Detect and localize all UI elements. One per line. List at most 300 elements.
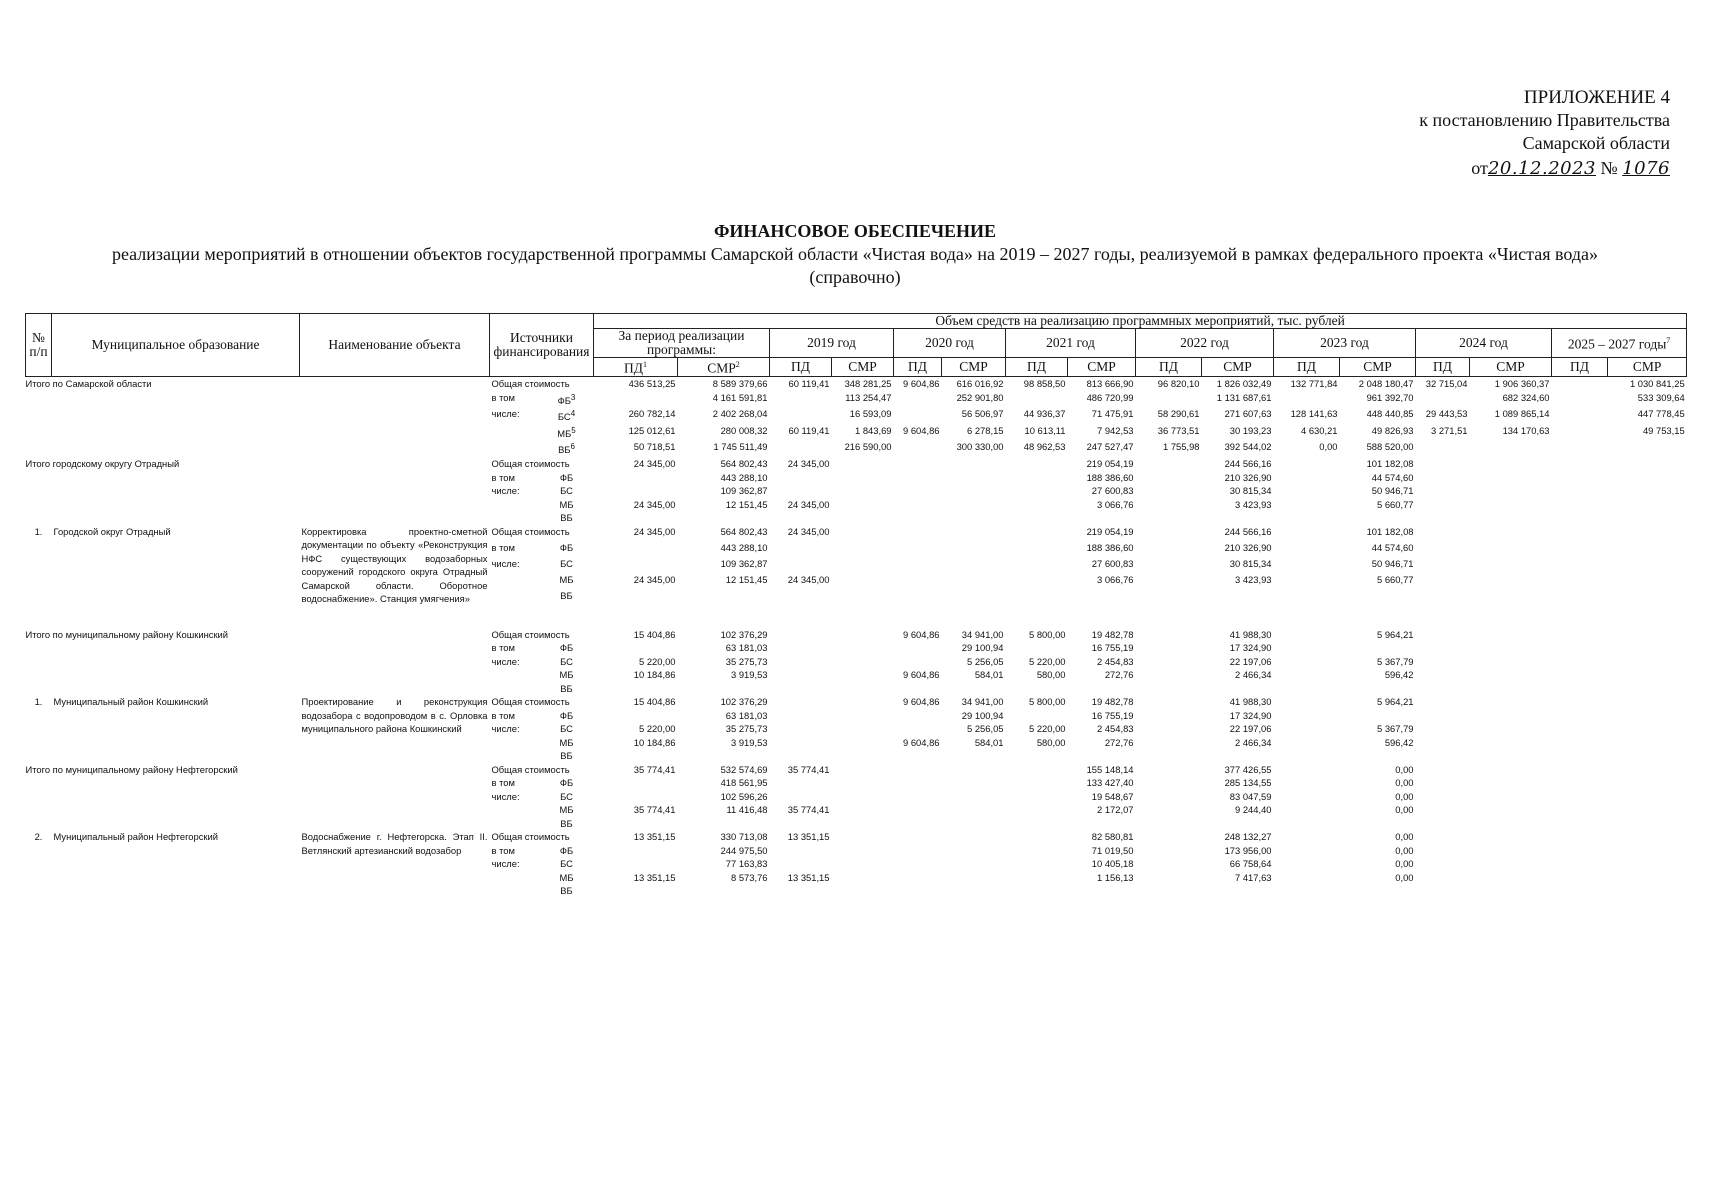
value-cell <box>1470 641 1552 655</box>
source-code <box>540 498 594 512</box>
source-incl-label <box>490 871 540 885</box>
value-cell <box>832 871 894 885</box>
value-cell: 392 544,02 <box>1224 441 1272 453</box>
value-cell: 8 573,76 <box>731 871 768 883</box>
source-code <box>540 736 594 750</box>
header-2023: 2023 год <box>1274 329 1416 358</box>
value-cell <box>1416 391 1470 408</box>
document-heading <box>0 220 1710 289</box>
value-cell <box>1416 844 1470 858</box>
value-cell <box>894 844 942 858</box>
value-cell <box>832 589 894 605</box>
value-cell: 244 975,50 <box>720 844 768 856</box>
value-cell <box>1470 511 1552 525</box>
value-cell <box>1006 484 1068 498</box>
source-code <box>540 817 594 831</box>
value-cell <box>678 884 770 898</box>
value-cell <box>1470 557 1552 573</box>
value-cell: 216 590,00 <box>844 441 892 453</box>
source-code <box>540 471 594 485</box>
value-cell: 50 718,51 <box>633 441 676 453</box>
value-cell: 9 604,86 <box>903 628 940 640</box>
source-code <box>540 709 594 723</box>
document-title: ФИНАНСОВОЕ ОБЕСПЕЧЕНИЕ <box>713 221 997 241</box>
value-cell <box>1416 440 1470 457</box>
value-cell <box>942 790 1006 804</box>
value-cell <box>1552 440 1608 457</box>
source-incl-label: числе: <box>491 485 520 496</box>
value-cell <box>770 541 832 557</box>
source-code-text: ВБ <box>560 512 573 523</box>
value-cell: 5 660,77 <box>1377 574 1414 586</box>
value-cell: 22 197,06 <box>1229 723 1272 734</box>
value-cell: 44 574,60 <box>1371 541 1414 553</box>
value-cell: 29 100,94 <box>961 709 1004 721</box>
value-cell: 34 941,00 <box>961 696 1004 707</box>
value-cell <box>1608 844 1687 858</box>
value-cell <box>1470 589 1552 605</box>
value-cell <box>1470 857 1552 871</box>
value-cell: 280 008,32 <box>720 424 768 436</box>
value-cell: 1 755,98 <box>1163 441 1200 453</box>
value-cell: 58 290,61 <box>1157 408 1200 420</box>
value-cell <box>1608 776 1687 790</box>
value-cell <box>1006 498 1068 512</box>
value-cell <box>1274 817 1340 831</box>
value-cell <box>894 871 942 885</box>
value-cell: 377 426,55 <box>1224 763 1272 775</box>
value-cell: 580,00 <box>1036 736 1066 748</box>
value-cell <box>594 557 678 573</box>
appendix-block <box>1419 86 1670 180</box>
value-cell <box>594 857 678 871</box>
value-cell: 12 151,45 <box>725 498 768 510</box>
value-cell <box>1136 525 1202 541</box>
value-cell: 132 771,84 <box>1290 378 1338 389</box>
value-cell <box>942 776 1006 790</box>
value-cell: 418 561,95 <box>720 777 768 788</box>
document-subtitle: реализации мероприятий в отношении объектов государственной программы Самарской области «Чистая вода» на 2019 – 2027 годы, реализуемой в рамках федерального проекта «Чистая вода» <box>111 244 1599 264</box>
value-cell: 41 988,30 <box>1229 696 1272 707</box>
value-cell: 0,00 <box>1395 777 1414 788</box>
group-total-label: Итого городскому округу Отрадный <box>25 458 180 469</box>
value-cell <box>1470 682 1552 696</box>
value-cell <box>894 457 942 471</box>
value-cell <box>1608 722 1687 736</box>
value-cell: 63 181,03 <box>725 709 768 721</box>
value-cell: 300 330,00 <box>956 441 1004 453</box>
value-cell <box>832 884 894 898</box>
value-cell <box>1470 440 1552 457</box>
value-cell <box>942 682 1006 696</box>
value-cell <box>1608 628 1687 642</box>
value-cell <box>1202 817 1274 831</box>
header-pd: ПД <box>1416 358 1470 377</box>
table-row <box>26 471 1687 485</box>
value-cell <box>1340 884 1416 898</box>
value-cell <box>1552 641 1608 655</box>
value-cell <box>1416 763 1470 777</box>
source-code-text: БС <box>560 557 573 569</box>
value-cell: 2 466,34 <box>1235 669 1272 680</box>
value-cell: 260 782,14 <box>628 408 676 420</box>
source-code-text: БС <box>557 411 571 423</box>
value-cell: 5 367,79 <box>1377 723 1414 734</box>
value-cell: 252 901,80 <box>956 391 1004 403</box>
value-cell <box>1416 668 1470 682</box>
value-cell: 532 574,69 <box>720 763 768 775</box>
value-cell <box>1552 857 1608 871</box>
value-cell <box>1552 749 1608 763</box>
source-code <box>540 682 594 696</box>
header-2024: 2024 год <box>1416 329 1552 358</box>
value-cell <box>1136 776 1202 790</box>
value-cell: 49 753,15 <box>1642 424 1685 436</box>
value-cell: 35 774,41 <box>633 763 676 775</box>
value-cell <box>1274 484 1340 498</box>
value-cell: 5 256,05 <box>967 723 1004 734</box>
value-cell <box>1608 817 1687 831</box>
value-cell <box>594 776 678 790</box>
value-cell <box>832 709 894 723</box>
value-cell <box>1006 803 1068 817</box>
appendix-line-2: Самарской области <box>1522 133 1670 153</box>
value-cell: 12 151,45 <box>725 574 768 586</box>
value-cell <box>1552 668 1608 682</box>
value-cell <box>894 830 942 844</box>
value-cell <box>1274 830 1340 844</box>
value-cell <box>1416 471 1470 485</box>
value-cell: 11 416,48 <box>726 804 768 815</box>
value-cell <box>1552 377 1608 391</box>
value-cell <box>1136 573 1202 589</box>
value-cell <box>770 628 832 642</box>
value-cell: 155 148,14 <box>1086 763 1134 775</box>
source-code <box>540 407 594 424</box>
value-cell <box>1470 776 1552 790</box>
value-cell: 44 574,60 <box>1371 471 1414 483</box>
value-cell <box>770 557 832 573</box>
value-cell: 1 156,13 <box>1097 871 1134 883</box>
value-cell <box>1136 498 1202 512</box>
appendix-line-1: к постановлению Правительства <box>1419 110 1670 130</box>
row-number: 1. <box>34 696 43 707</box>
value-cell: 616 016,92 <box>956 378 1004 389</box>
table-row <box>26 628 1687 642</box>
source-code <box>540 589 594 605</box>
value-cell <box>1006 844 1068 858</box>
value-cell <box>1274 736 1340 750</box>
source-code-text: ВБ <box>560 590 573 602</box>
source-code <box>540 803 594 817</box>
source-incl-label: в том <box>491 541 515 553</box>
value-cell <box>1274 471 1340 485</box>
value-cell: 5 964,21 <box>1377 628 1414 640</box>
object-name <box>300 763 490 831</box>
value-cell <box>770 776 832 790</box>
value-cell <box>1608 749 1687 763</box>
value-cell <box>770 857 832 871</box>
value-cell: 19 482,78 <box>1091 628 1134 640</box>
value-cell <box>1274 557 1340 573</box>
value-cell <box>1416 871 1470 885</box>
source-code-text: ФБ <box>559 541 574 553</box>
value-cell <box>1274 628 1340 642</box>
value-cell: 5 800,00 <box>1029 696 1066 707</box>
appendix-date-line <box>1471 157 1670 180</box>
value-cell <box>1470 790 1552 804</box>
value-cell: 9 604,86 <box>903 378 940 389</box>
value-cell: 210 326,90 <box>1224 471 1272 483</box>
value-cell <box>832 557 894 573</box>
value-cell <box>942 511 1006 525</box>
value-cell <box>1470 457 1552 471</box>
value-cell <box>894 525 942 541</box>
value-cell <box>1608 695 1687 709</box>
value-cell <box>1552 471 1608 485</box>
value-cell <box>942 844 1006 858</box>
value-cell <box>832 668 894 682</box>
table-row <box>26 655 1687 669</box>
value-cell: 5 367,79 <box>1377 655 1414 667</box>
value-cell <box>1552 424 1608 441</box>
value-cell <box>1006 682 1068 696</box>
value-cell <box>1470 709 1552 723</box>
header-2025-2027 <box>1552 329 1687 358</box>
value-cell <box>1470 884 1552 898</box>
smr-sup: 2 <box>735 360 740 370</box>
value-cell: 3 919,53 <box>731 736 768 748</box>
value-cell: 247 527,47 <box>1086 441 1134 453</box>
header-2025-label: 2025 – 2027 годы <box>1567 336 1667 352</box>
value-cell: 3 919,53 <box>731 669 768 680</box>
value-cell <box>1552 695 1608 709</box>
value-cell: 133 427,40 <box>1086 777 1134 788</box>
value-cell <box>594 589 678 605</box>
value-cell: 56 506,97 <box>961 408 1004 420</box>
value-cell <box>594 511 678 525</box>
value-cell <box>1552 722 1608 736</box>
table-row <box>26 641 1687 655</box>
value-cell <box>1470 722 1552 736</box>
source-code <box>540 541 594 557</box>
value-cell: 10 613,11 <box>1024 424 1066 436</box>
financing-table <box>25 313 1687 898</box>
source-code <box>540 391 594 408</box>
value-cell <box>1552 763 1608 777</box>
value-cell <box>770 884 832 898</box>
value-cell <box>1068 589 1136 605</box>
value-cell <box>1136 736 1202 750</box>
source-incl-label <box>490 736 540 750</box>
value-cell <box>832 722 894 736</box>
value-cell <box>942 573 1006 589</box>
source-code-text: МБ <box>559 669 574 680</box>
value-cell <box>1608 790 1687 804</box>
value-cell: 580,00 <box>1036 669 1066 680</box>
value-cell <box>770 790 832 804</box>
value-cell: 41 988,30 <box>1229 628 1272 640</box>
value-cell: 448 440,85 <box>1366 408 1414 420</box>
value-cell <box>1608 803 1687 817</box>
source-code <box>540 722 594 736</box>
value-cell: 71 475,91 <box>1091 408 1134 420</box>
value-cell: 7 942,53 <box>1097 424 1134 436</box>
source-code-text: БС <box>560 723 573 734</box>
value-cell <box>1340 817 1416 831</box>
value-cell <box>1552 655 1608 669</box>
value-cell <box>942 457 1006 471</box>
smr-label: СМР <box>707 360 736 376</box>
value-cell <box>1552 817 1608 831</box>
value-cell <box>1470 695 1552 709</box>
value-cell: 24 345,00 <box>787 574 830 586</box>
source-code <box>540 884 594 898</box>
value-cell: 15 404,86 <box>633 628 676 640</box>
value-cell <box>1470 628 1552 642</box>
table-row <box>26 391 1687 408</box>
value-cell <box>1340 641 1416 655</box>
source-code-text: ВБ <box>558 444 571 456</box>
value-cell <box>832 803 894 817</box>
source-code-text: МБ <box>559 574 574 586</box>
group-total-label: Итого по муниципальному району Кошкинский <box>25 628 229 640</box>
value-cell <box>1340 709 1416 723</box>
value-cell <box>1552 628 1608 642</box>
value-cell <box>942 817 1006 831</box>
value-cell: 71 019,50 <box>1091 844 1134 856</box>
handwritten-number: 1076 <box>1622 158 1670 179</box>
value-cell <box>770 589 832 605</box>
value-cell: 219 054,19 <box>1086 458 1134 469</box>
header-object: Наименование объекта <box>300 314 490 377</box>
value-cell <box>1006 749 1068 763</box>
value-cell <box>1136 857 1202 871</box>
value-cell <box>832 471 894 485</box>
value-cell <box>1416 884 1470 898</box>
header-volume: Объем средств на реализацию программных мероприятий, тыс. рублей <box>594 314 1687 329</box>
value-cell: 7 417,63 <box>1235 871 1272 883</box>
table-row <box>26 668 1687 682</box>
header-2020: 2020 год <box>894 329 1006 358</box>
value-cell: 2 402 268,04 <box>712 408 768 420</box>
object-name <box>300 377 490 458</box>
value-cell <box>1470 749 1552 763</box>
value-cell: 244 566,16 <box>1224 525 1272 537</box>
value-cell <box>1552 573 1608 589</box>
source-code <box>540 857 594 871</box>
value-cell <box>894 655 942 669</box>
value-cell <box>894 407 942 424</box>
header-smr: СМР <box>942 358 1006 377</box>
value-cell <box>1608 884 1687 898</box>
source-code <box>540 790 594 804</box>
value-cell: 0,00 <box>1395 831 1414 842</box>
value-cell <box>1470 844 1552 858</box>
value-cell <box>1416 641 1470 655</box>
value-cell: 30 815,34 <box>1229 557 1272 569</box>
value-cell: 1 826 032,49 <box>1216 378 1272 389</box>
value-cell: 24 345,00 <box>787 458 830 469</box>
value-cell: 16 593,09 <box>849 408 892 420</box>
value-cell: 9 604,86 <box>903 696 940 707</box>
row-number: 1. <box>34 525 43 537</box>
table-row <box>26 695 1687 709</box>
value-cell <box>942 884 1006 898</box>
value-cell <box>594 817 678 831</box>
value-cell: 9 244,40 <box>1235 804 1272 815</box>
value-cell <box>942 484 1006 498</box>
value-cell: 49 826,93 <box>1371 424 1414 436</box>
value-cell <box>1006 790 1068 804</box>
value-cell <box>832 498 894 512</box>
value-cell <box>770 749 832 763</box>
table-row <box>26 682 1687 696</box>
value-cell <box>770 391 832 408</box>
value-cell: 5 964,21 <box>1377 696 1414 707</box>
header-no: № п/п <box>26 314 52 377</box>
value-cell <box>594 682 678 696</box>
value-cell: 22 197,06 <box>1229 655 1272 667</box>
value-cell: 50 946,71 <box>1371 557 1414 569</box>
value-cell <box>832 525 894 541</box>
value-cell <box>1274 871 1340 885</box>
value-cell <box>1416 709 1470 723</box>
value-cell <box>1552 844 1608 858</box>
value-cell <box>770 655 832 669</box>
header-pd: ПД <box>1274 358 1340 377</box>
value-cell <box>894 471 942 485</box>
source-code-text: МБ <box>559 871 574 883</box>
value-cell <box>1416 857 1470 871</box>
value-cell <box>832 682 894 696</box>
value-cell: 1 906 360,37 <box>1494 378 1550 389</box>
source-code <box>540 440 594 457</box>
value-cell <box>1416 573 1470 589</box>
value-cell <box>1608 641 1687 655</box>
value-cell <box>1202 749 1274 763</box>
value-cell: 83 047,59 <box>1229 790 1272 802</box>
value-cell: 63 181,03 <box>725 642 768 653</box>
value-cell: 77 163,83 <box>725 858 768 869</box>
value-cell <box>770 484 832 498</box>
value-cell <box>1136 484 1202 498</box>
value-cell <box>1470 736 1552 750</box>
source-code-text: БС <box>560 485 573 496</box>
source-incl-label <box>490 668 540 682</box>
value-cell <box>1608 763 1687 777</box>
value-cell <box>1136 722 1202 736</box>
value-cell <box>1136 391 1202 408</box>
value-cell <box>1608 736 1687 750</box>
header-smr: СМР <box>832 358 894 377</box>
table-row <box>26 498 1687 512</box>
source-incl-label <box>490 884 540 898</box>
value-cell: 13 351,15 <box>787 831 830 842</box>
value-cell <box>1470 471 1552 485</box>
value-cell <box>1006 763 1068 777</box>
value-cell <box>1006 857 1068 871</box>
source-total-label: Общая стоимость <box>491 458 570 469</box>
source-incl-label: в том <box>491 777 515 788</box>
municipality-name: Городской округ Отрадный <box>53 525 171 537</box>
value-cell <box>1416 736 1470 750</box>
table-row <box>26 525 1687 541</box>
value-cell: 16 755,19 <box>1091 709 1134 721</box>
source-code-text: ФБ <box>557 394 571 406</box>
value-cell <box>832 541 894 557</box>
value-cell <box>1136 709 1202 723</box>
